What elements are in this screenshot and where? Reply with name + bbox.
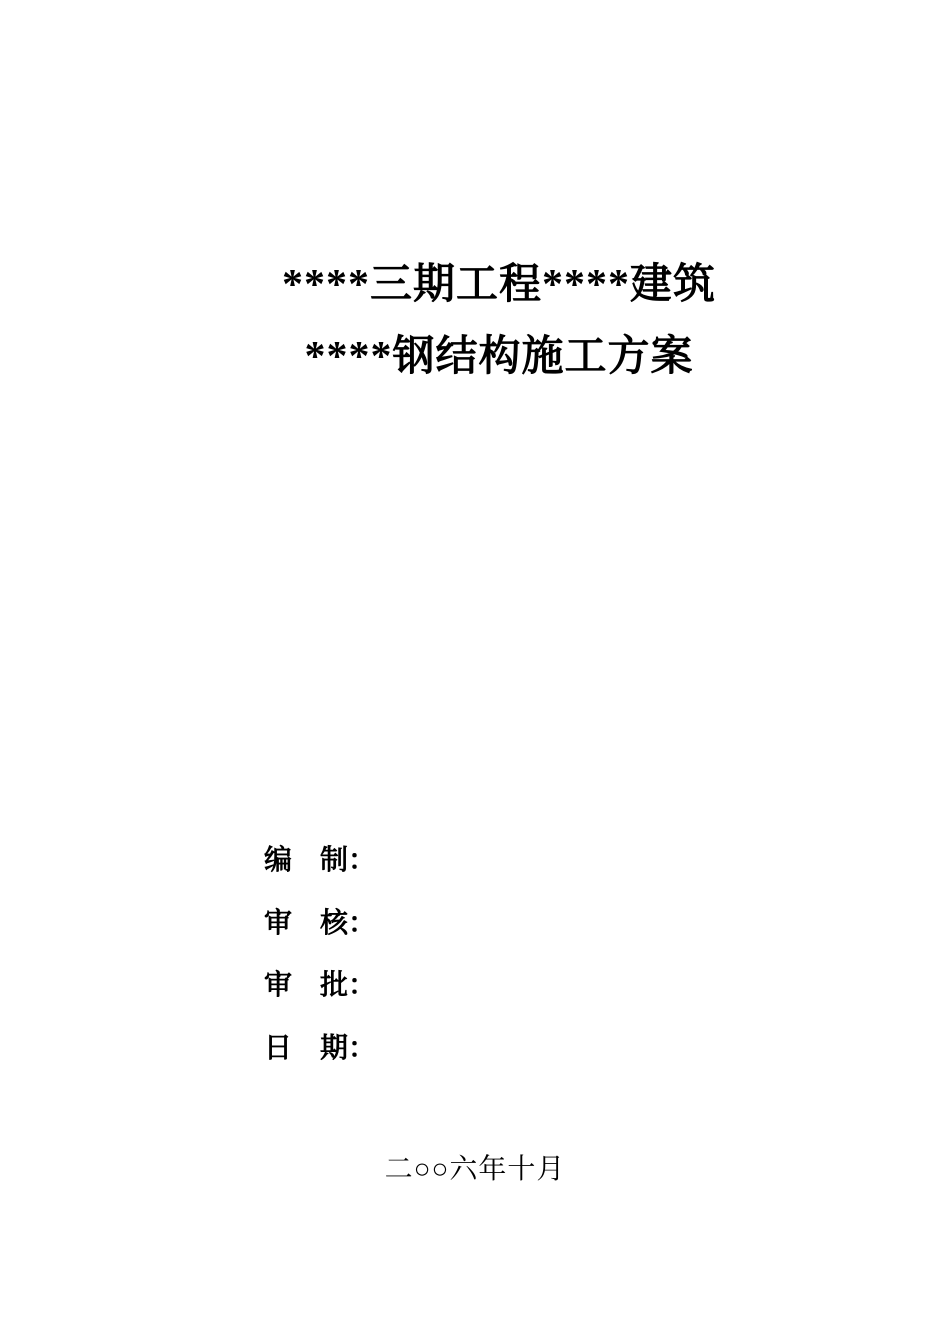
signoff-fields	[264, 830, 376, 1080]
field-prepared-by-label: 编 制：	[264, 845, 377, 876]
field-date-label: 日 期：	[264, 1032, 377, 1064]
document-footer-date: 二○○六年十月	[384, 1154, 566, 1185]
field-reviewed-by-label: 审 核：	[264, 907, 377, 939]
document-title	[48, 249, 950, 393]
field-approved-by-label: 审 批：	[264, 970, 377, 1001]
title-line-1: ****三期工程****建筑	[281, 262, 716, 308]
title-line-2: ****钢结构施工方案	[304, 334, 694, 380]
